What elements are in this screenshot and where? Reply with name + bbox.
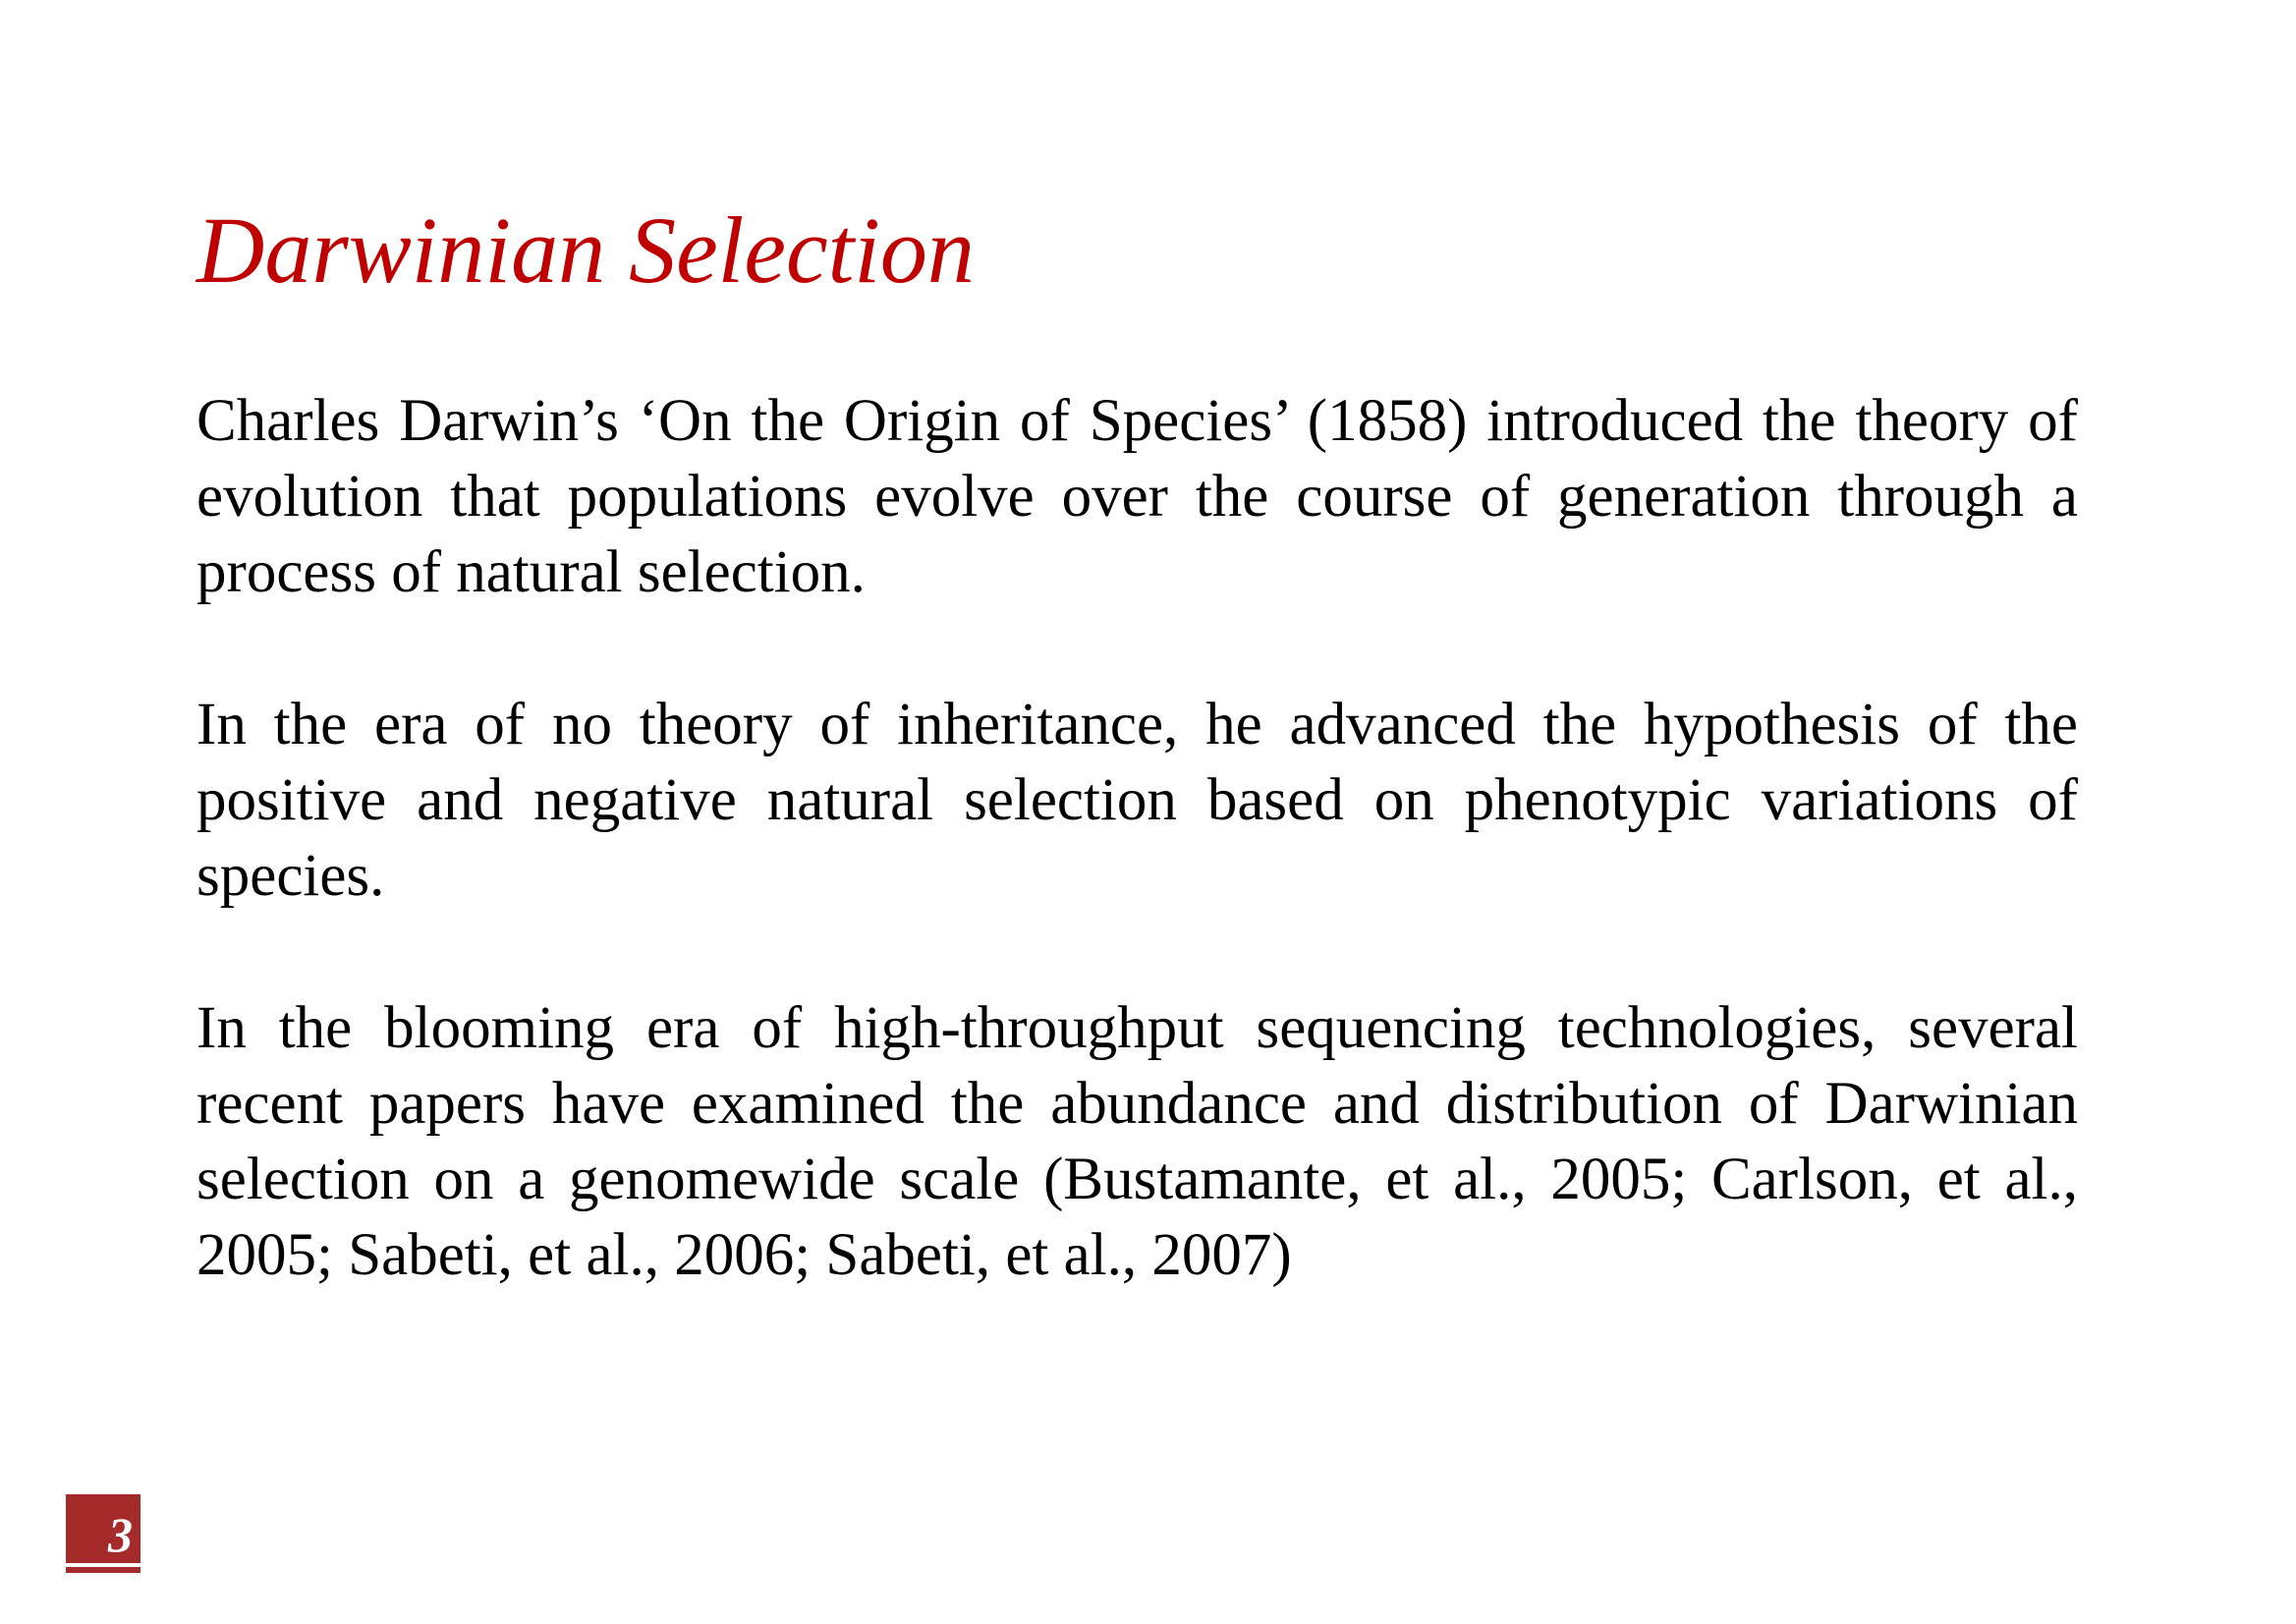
- page-number: 3: [108, 1507, 133, 1562]
- page-number-badge: [66, 1494, 140, 1575]
- page-number-underline: [66, 1567, 140, 1573]
- paragraph-inheritance-hypothesis: In the era of no theory of inheritance, he advanced the hypothesis of the positive and negative natural selection based on phenotypic variations of species.: [196, 692, 2078, 909]
- paragraph-genomewide-selection: In the blooming era of high-throughput sequencing technologies, several recent papers have examined the abundance and distribution of Darwinian selection on a genomewide scale (Bustamante, et al., 2005; Carlson, et al., 2005; Sabeti, et al., 2006; Sabeti, et al., 2007): [196, 995, 2078, 1288]
- slide-title: Darwinian Selection: [196, 197, 975, 303]
- slide-body: [196, 383, 2078, 1293]
- paragraph-origin-of-species: Charles Darwin’s ‘On the Origin of Species’ (1858) introduced the theory of evolution that populations evolve over the course of generation through a process of natural selection.: [196, 388, 2078, 605]
- page-number-box: [66, 1494, 140, 1563]
